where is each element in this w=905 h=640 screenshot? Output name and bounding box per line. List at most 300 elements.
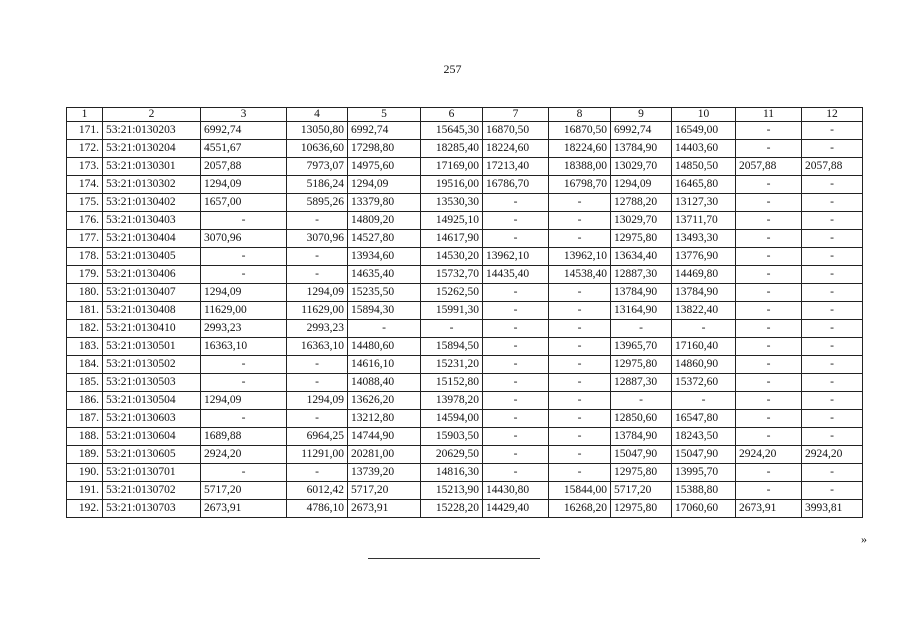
table-cell: 17160,40: [672, 338, 736, 356]
table-cell: 19516,00: [421, 176, 483, 194]
table-cell: 53:21:0130405: [103, 248, 201, 266]
table-cell: -: [483, 194, 549, 212]
column-header: 8: [549, 108, 611, 122]
table-cell: -: [802, 356, 863, 374]
table-cell: 13212,80: [348, 410, 421, 428]
table-row: [67, 428, 863, 446]
table-cell: 2673,91: [201, 500, 287, 518]
table-cell: 15645,30: [421, 122, 483, 140]
table-cell: 172.: [67, 140, 103, 158]
table-cell: 6964,25: [287, 428, 348, 446]
table-cell: 18285,40: [421, 140, 483, 158]
table-row: [67, 194, 863, 212]
table-cell: -: [802, 374, 863, 392]
table-cell: 17298,80: [348, 140, 421, 158]
table-cell: -: [736, 374, 802, 392]
data-table: [66, 107, 863, 518]
table-cell: 185.: [67, 374, 103, 392]
table-cell: -: [201, 212, 287, 230]
table-cell: 3070,96: [287, 230, 348, 248]
table-cell: 2057,88: [802, 158, 863, 176]
table-row: [67, 338, 863, 356]
table-cell: 53:21:0130302: [103, 176, 201, 194]
table-cell: 13965,70: [611, 338, 672, 356]
table-row: [67, 122, 863, 140]
table-cell: 3993,81: [802, 500, 863, 518]
table-cell: -: [483, 284, 549, 302]
table-cell: 190.: [67, 464, 103, 482]
table-cell: 6992,74: [611, 122, 672, 140]
table-cell: 14860,90: [672, 356, 736, 374]
table-cell: 14403,60: [672, 140, 736, 158]
table-cell: 179.: [67, 266, 103, 284]
table-cell: 17213,40: [483, 158, 549, 176]
table-cell: 14538,40: [549, 266, 611, 284]
table-cell: -: [201, 374, 287, 392]
table-cell: 4551,67: [201, 140, 287, 158]
table-cell: -: [483, 302, 549, 320]
column-header: 3: [201, 108, 287, 122]
table-cell: -: [736, 302, 802, 320]
column-header: 11: [736, 108, 802, 122]
table-cell: -: [802, 338, 863, 356]
table-cell: 175.: [67, 194, 103, 212]
table-cell: -: [201, 266, 287, 284]
table-row: [67, 158, 863, 176]
table-cell: 53:21:0130605: [103, 446, 201, 464]
table-cell: -: [549, 446, 611, 464]
table-cell: 53:21:0130406: [103, 266, 201, 284]
table-cell: 14809,20: [348, 212, 421, 230]
table-row: [67, 230, 863, 248]
table-cell: 191.: [67, 482, 103, 500]
table-cell: 13634,40: [611, 248, 672, 266]
table-cell: -: [802, 284, 863, 302]
table-cell: 16363,10: [287, 338, 348, 356]
table-cell: -: [802, 392, 863, 410]
table-cell: -: [483, 392, 549, 410]
table-cell: 14850,50: [672, 158, 736, 176]
table-cell: 178.: [67, 248, 103, 266]
table-cell: 188.: [67, 428, 103, 446]
table-cell: 12887,30: [611, 266, 672, 284]
table-cell: -: [549, 356, 611, 374]
table-cell: 16268,20: [549, 500, 611, 518]
table-cell: 13127,30: [672, 194, 736, 212]
table-row: [67, 410, 863, 428]
table-cell: 16465,80: [672, 176, 736, 194]
table-cell: 14480,60: [348, 338, 421, 356]
table-cell: 11291,00: [287, 446, 348, 464]
column-header: 6: [421, 108, 483, 122]
table-cell: 14925,10: [421, 212, 483, 230]
table-cell: 15388,80: [672, 482, 736, 500]
table-cell: 2924,20: [802, 446, 863, 464]
table-cell: -: [736, 140, 802, 158]
table-cell: -: [736, 410, 802, 428]
table-cell: -: [348, 320, 421, 338]
table-cell: 14594,00: [421, 410, 483, 428]
table-cell: -: [483, 320, 549, 338]
column-header: 4: [287, 108, 348, 122]
table-cell: 2057,88: [736, 158, 802, 176]
table-cell: 53:21:0130701: [103, 464, 201, 482]
table-cell: 53:21:0130404: [103, 230, 201, 248]
table-row: [67, 248, 863, 266]
table-row: [67, 446, 863, 464]
table-cell: 53:21:0130203: [103, 122, 201, 140]
table-cell: 1294,09: [201, 176, 287, 194]
table-cell: 2924,20: [736, 446, 802, 464]
table-row: [67, 482, 863, 500]
table-cell: 13934,60: [348, 248, 421, 266]
table-row: [67, 212, 863, 230]
table-cell: 18388,00: [549, 158, 611, 176]
table-cell: 2673,91: [736, 500, 802, 518]
table-cell: 15228,20: [421, 500, 483, 518]
table-cell: 14816,30: [421, 464, 483, 482]
table-cell: 53:21:0130603: [103, 410, 201, 428]
table-row: [67, 356, 863, 374]
table-cell: 13822,40: [672, 302, 736, 320]
table-cell: -: [483, 338, 549, 356]
table-cell: 15844,00: [549, 482, 611, 500]
table-cell: 16549,00: [672, 122, 736, 140]
table-cell: 12887,30: [611, 374, 672, 392]
table-cell: 15903,50: [421, 428, 483, 446]
table-cell: 53:21:0130501: [103, 338, 201, 356]
table-row: [67, 320, 863, 338]
table-cell: 15991,30: [421, 302, 483, 320]
table-cell: 15231,20: [421, 356, 483, 374]
table-cell: 13029,70: [611, 158, 672, 176]
table-cell: -: [672, 320, 736, 338]
table-cell: 13050,80: [287, 122, 348, 140]
table-row: [67, 176, 863, 194]
table-cell: 2993,23: [287, 320, 348, 338]
table-cell: -: [736, 266, 802, 284]
table-cell: -: [287, 356, 348, 374]
table-cell: -: [736, 338, 802, 356]
table-cell: 13164,90: [611, 302, 672, 320]
column-header: 10: [672, 108, 736, 122]
table-cell: 15894,50: [421, 338, 483, 356]
table-cell: 6012,42: [287, 482, 348, 500]
table-cell: 13784,90: [611, 284, 672, 302]
table-cell: 14088,40: [348, 374, 421, 392]
table-cell: 14430,80: [483, 482, 549, 500]
table-cell: -: [672, 392, 736, 410]
table-cell: 14975,60: [348, 158, 421, 176]
column-header: 12: [802, 108, 863, 122]
table-cell: -: [802, 212, 863, 230]
table-cell: -: [736, 248, 802, 266]
table-cell: 15047,90: [611, 446, 672, 464]
table-cell: 20629,50: [421, 446, 483, 464]
table-cell: -: [802, 320, 863, 338]
table-cell: 14469,80: [672, 266, 736, 284]
table-cell: -: [802, 194, 863, 212]
table-cell: 13493,30: [672, 230, 736, 248]
table-cell: -: [736, 464, 802, 482]
table-cell: -: [483, 374, 549, 392]
table-cell: -: [287, 410, 348, 428]
table-cell: 6992,74: [201, 122, 287, 140]
table-cell: 15213,90: [421, 482, 483, 500]
table-cell: 53:21:0130504: [103, 392, 201, 410]
table-body: [67, 108, 863, 518]
table-cell: -: [802, 248, 863, 266]
table-cell: 15047,90: [672, 446, 736, 464]
table-cell: -: [802, 266, 863, 284]
table-cell: 1294,09: [201, 392, 287, 410]
table-cell: -: [201, 248, 287, 266]
table-cell: 184.: [67, 356, 103, 374]
table-cell: 15262,50: [421, 284, 483, 302]
table-row: [67, 500, 863, 518]
table-cell: -: [483, 356, 549, 374]
table-cell: 14530,20: [421, 248, 483, 266]
table-cell: 1294,09: [611, 176, 672, 194]
table-cell: 1657,00: [201, 194, 287, 212]
table-cell: 6992,74: [348, 122, 421, 140]
table-cell: -: [549, 392, 611, 410]
table-cell: 15152,80: [421, 374, 483, 392]
table-cell: 13784,90: [611, 140, 672, 158]
table-cell: 183.: [67, 338, 103, 356]
table-cell: 2673,91: [348, 500, 421, 518]
table-cell: 53:21:0130703: [103, 500, 201, 518]
table-cell: -: [802, 464, 863, 482]
table-cell: 5717,20: [348, 482, 421, 500]
table-cell: -: [549, 302, 611, 320]
table-cell: 1689,88: [201, 428, 287, 446]
table-cell: 5717,20: [611, 482, 672, 500]
table-cell: -: [483, 464, 549, 482]
table-cell: 12975,80: [611, 230, 672, 248]
table-cell: 13776,90: [672, 248, 736, 266]
table-cell: 13978,20: [421, 392, 483, 410]
table-cell: 16870,50: [549, 122, 611, 140]
table-cell: -: [201, 356, 287, 374]
table-cell: 12788,20: [611, 194, 672, 212]
table-cell: 13784,90: [672, 284, 736, 302]
table-cell: -: [483, 446, 549, 464]
table-cell: -: [736, 482, 802, 500]
table-cell: -: [736, 212, 802, 230]
table-cell: 171.: [67, 122, 103, 140]
table-cell: -: [736, 230, 802, 248]
table-cell: -: [549, 410, 611, 428]
table-cell: -: [549, 284, 611, 302]
table-cell: -: [802, 176, 863, 194]
table-cell: 2057,88: [201, 158, 287, 176]
table-cell: 11629,00: [201, 302, 287, 320]
table-cell: 18243,50: [672, 428, 736, 446]
table-cell: 5895,26: [287, 194, 348, 212]
table-cell: 14429,40: [483, 500, 549, 518]
table-cell: 2924,20: [201, 446, 287, 464]
table-cell: 13379,80: [348, 194, 421, 212]
table-cell: 13962,10: [549, 248, 611, 266]
table-cell: -: [736, 320, 802, 338]
table-cell: -: [549, 320, 611, 338]
table-cell: 53:21:0130503: [103, 374, 201, 392]
table-cell: 1294,09: [287, 392, 348, 410]
table-cell: -: [802, 482, 863, 500]
table-cell: 14617,90: [421, 230, 483, 248]
table-cell: 20281,00: [348, 446, 421, 464]
table-cell: 14635,40: [348, 266, 421, 284]
table-cell: 7973,07: [287, 158, 348, 176]
table-cell: -: [736, 194, 802, 212]
table-cell: 13029,70: [611, 212, 672, 230]
table-cell: 15372,60: [672, 374, 736, 392]
table-cell: 13711,70: [672, 212, 736, 230]
table-cell: -: [483, 410, 549, 428]
table-cell: 53:21:0130410: [103, 320, 201, 338]
table-cell: 174.: [67, 176, 103, 194]
table-cell: 15894,30: [348, 302, 421, 320]
table-cell: -: [287, 374, 348, 392]
table-cell: 14744,90: [348, 428, 421, 446]
table-cell: -: [483, 230, 549, 248]
table-cell: -: [611, 320, 672, 338]
table-row: [67, 284, 863, 302]
table-cell: 17060,60: [672, 500, 736, 518]
table-cell: -: [549, 212, 611, 230]
table-cell: 53:21:0130407: [103, 284, 201, 302]
table-cell: 53:21:0130402: [103, 194, 201, 212]
table-cell: 186.: [67, 392, 103, 410]
table-cell: 173.: [67, 158, 103, 176]
table-cell: -: [736, 356, 802, 374]
table-cell: 13962,10: [483, 248, 549, 266]
table-cell: 14616,10: [348, 356, 421, 374]
table-cell: 1294,09: [287, 284, 348, 302]
table-cell: -: [736, 392, 802, 410]
table-cell: -: [736, 122, 802, 140]
table-cell: 13995,70: [672, 464, 736, 482]
table-cell: -: [483, 212, 549, 230]
table-cell: 15732,70: [421, 266, 483, 284]
table-cell: 12850,60: [611, 410, 672, 428]
table-cell: 182.: [67, 320, 103, 338]
table-cell: -: [201, 410, 287, 428]
table-cell: -: [201, 464, 287, 482]
column-header: 9: [611, 108, 672, 122]
table-cell: -: [287, 212, 348, 230]
table-cell: 17169,00: [421, 158, 483, 176]
table-cell: 53:21:0130604: [103, 428, 201, 446]
header-row: [67, 108, 863, 122]
table-row: [67, 392, 863, 410]
column-header: 1: [67, 108, 103, 122]
table-cell: -: [549, 374, 611, 392]
table-cell: -: [802, 140, 863, 158]
table-cell: 53:21:0130403: [103, 212, 201, 230]
table-cell: 4786,10: [287, 500, 348, 518]
table-cell: 192.: [67, 500, 103, 518]
table-cell: 14527,80: [348, 230, 421, 248]
table-cell: 11629,00: [287, 302, 348, 320]
table-cell: -: [736, 428, 802, 446]
table-cell: -: [549, 428, 611, 446]
table-cell: 16786,70: [483, 176, 549, 194]
table-cell: -: [802, 230, 863, 248]
table-cell: -: [287, 464, 348, 482]
column-header: 7: [483, 108, 549, 122]
table-row: [67, 266, 863, 284]
table-row: [67, 374, 863, 392]
table-cell: 5186,24: [287, 176, 348, 194]
table-cell: 3070,96: [201, 230, 287, 248]
table-cell: 53:21:0130502: [103, 356, 201, 374]
table-cell: 53:21:0130204: [103, 140, 201, 158]
table-cell: -: [549, 230, 611, 248]
table-cell: 177.: [67, 230, 103, 248]
table-cell: -: [549, 464, 611, 482]
table-cell: 13739,20: [348, 464, 421, 482]
table-cell: 16798,70: [549, 176, 611, 194]
table-cell: 1294,09: [348, 176, 421, 194]
table-cell: 12975,80: [611, 500, 672, 518]
table-cell: 16870,50: [483, 122, 549, 140]
table-cell: 13530,30: [421, 194, 483, 212]
column-header: 2: [103, 108, 201, 122]
table-cell: 12975,80: [611, 356, 672, 374]
table-cell: 13626,20: [348, 392, 421, 410]
table-cell: -: [802, 428, 863, 446]
footnote-separator-line: [368, 558, 540, 559]
table-cell: -: [802, 122, 863, 140]
table-cell: 2993,23: [201, 320, 287, 338]
table-cell: 53:21:0130301: [103, 158, 201, 176]
table-row: [67, 140, 863, 158]
table-cell: -: [736, 284, 802, 302]
table-cell: 187.: [67, 410, 103, 428]
table-cell: -: [802, 302, 863, 320]
column-header: 5: [348, 108, 421, 122]
table-cell: 53:21:0130408: [103, 302, 201, 320]
table-cell: 18224,60: [549, 140, 611, 158]
table-cell: 176.: [67, 212, 103, 230]
table-cell: 16363,10: [201, 338, 287, 356]
table-cell: 10636,60: [287, 140, 348, 158]
table-cell: 12975,80: [611, 464, 672, 482]
table-cell: -: [421, 320, 483, 338]
table-cell: -: [802, 410, 863, 428]
table-cell: -: [287, 266, 348, 284]
table-cell: -: [736, 176, 802, 194]
table-cell: -: [287, 248, 348, 266]
table-cell: 13784,90: [611, 428, 672, 446]
table-cell: -: [549, 338, 611, 356]
closing-quote-mark: »: [861, 532, 867, 546]
table-cell: 5717,20: [201, 482, 287, 500]
table-cell: 16547,80: [672, 410, 736, 428]
table-cell: 18224,60: [483, 140, 549, 158]
table-cell: 180.: [67, 284, 103, 302]
table-row: [67, 302, 863, 320]
table-cell: 15235,50: [348, 284, 421, 302]
table-cell: -: [611, 392, 672, 410]
table-cell: 53:21:0130702: [103, 482, 201, 500]
table-cell: -: [549, 194, 611, 212]
page-number: 257: [443, 62, 462, 76]
table-row: [67, 464, 863, 482]
table-cell: 1294,09: [201, 284, 287, 302]
